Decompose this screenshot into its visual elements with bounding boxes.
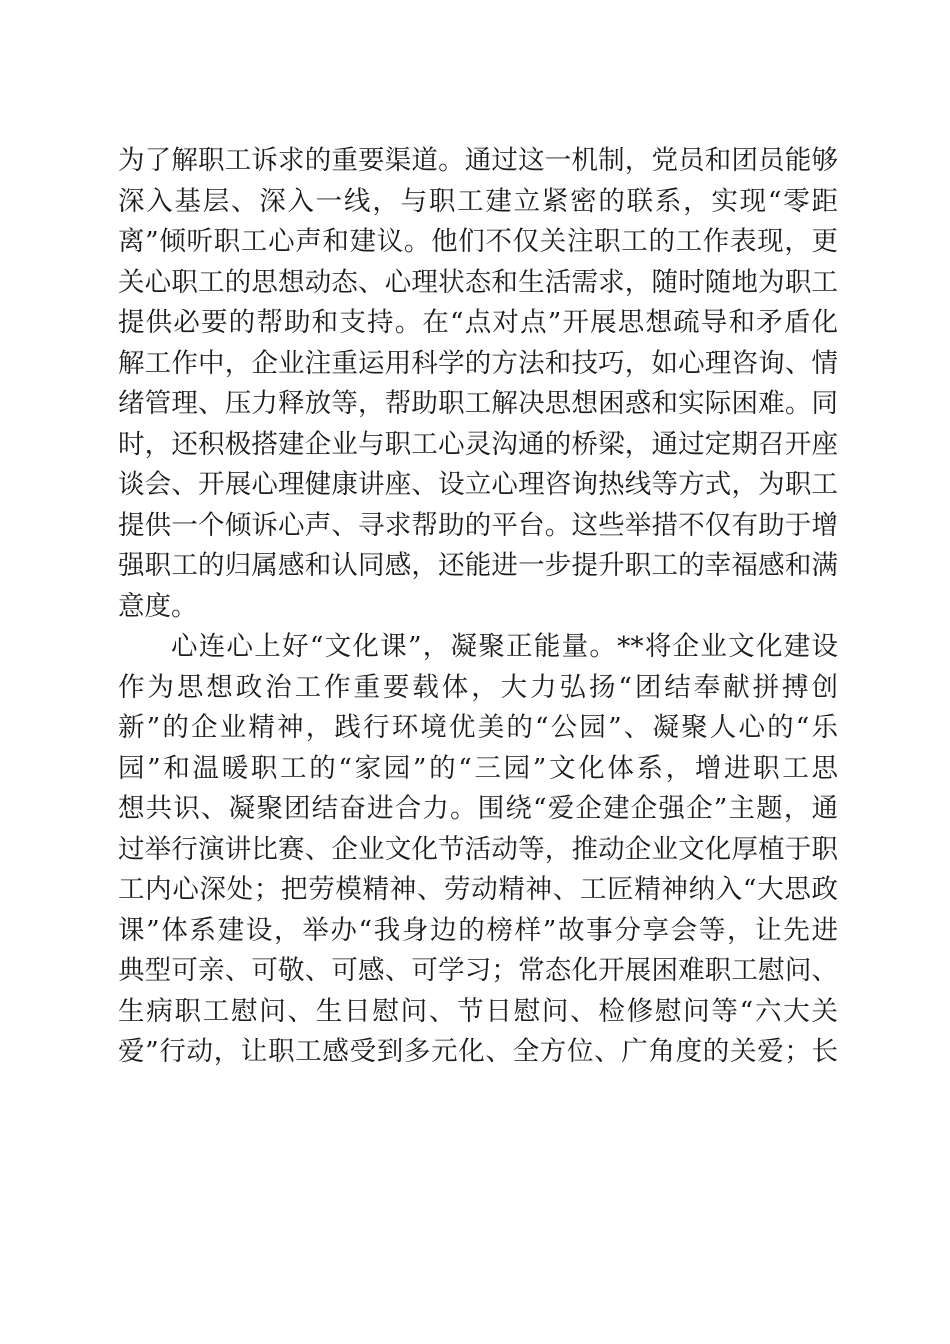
text-line: 时，还积极搭建企业与职工心灵沟通的桥梁，通过定期召开座 <box>118 428 838 460</box>
document-body <box>118 141 838 1073</box>
text-line: 意度。 <box>118 590 198 622</box>
text-line: 新”的企业精神，践行环境优美的“公园”、凝聚人心的“乐 <box>118 712 838 743</box>
text-line: 关心职工的思想动态、心理状态和生活需求，随时随地为职工 <box>118 266 838 298</box>
text-line: 作为思想政治工作重要载体，大力弘扬“团结奉献拼搏创 <box>118 671 838 703</box>
paragraph-2 <box>118 627 838 1073</box>
text-line: 绪管理、压力释放等，帮助职工解决思想困惑和实际困难。同 <box>118 388 838 419</box>
text-line: 爱”行动，让职工感受到多元化、全方位、广角度的关爱；长 <box>118 1036 838 1067</box>
text-line: 课”体系建设，举办“我身边的榜样”故事分享会等，让先进 <box>118 914 838 946</box>
text-line: 谈会、开展心理健康讲座、设立心理咨询热线等方式，为职工 <box>118 469 838 500</box>
text-line: 为了解职工诉求的重要渠道。通过这一机制，党员和团员能够 <box>118 145 838 176</box>
text-line: 园”和温暖职工的“家园”的“三园”文化体系，增进职工思 <box>118 752 838 784</box>
text-line: 典型可亲、可敬、可感、可学习；常态化开展困难职工慰问、 <box>118 955 838 986</box>
text-line: 心连心上好“文化课”，凝聚正能量。**将企业文化建设 <box>171 631 838 662</box>
text-line: 提供必要的帮助和支持。在“点对点”开展思想疏导和矛盾化 <box>118 307 838 338</box>
text-line: 强职工的归属感和认同感，还能进一步提升职工的幸福感和满 <box>118 550 838 581</box>
text-line: 过举行演讲比赛、企业文化节活动等，推动企业文化厚植于职 <box>118 833 838 865</box>
paragraph-1 <box>118 141 838 627</box>
text-line: 提供一个倾诉心声、寻求帮助的平台。这些举措不仅有助于增 <box>118 509 838 541</box>
text-line: 离”倾听职工心声和建议。他们不仅关注职工的工作表现，更 <box>118 226 838 257</box>
text-line: 生病职工慰问、生日慰问、节日慰问、检修慰问等“六大关 <box>118 995 838 1027</box>
text-line: 解工作中，企业注重运用科学的方法和技巧，如心理咨询、情 <box>118 347 838 379</box>
text-line: 深入基层、深入一线，与职工建立紧密的联系，实现“零距 <box>118 185 838 217</box>
text-line: 想共识、凝聚团结奋进合力。围绕“爱企建企强企”主题，通 <box>118 793 838 824</box>
text-line: 工内心深处；把劳模精神、劳动精神、工匠精神纳入“大思政 <box>118 874 838 905</box>
